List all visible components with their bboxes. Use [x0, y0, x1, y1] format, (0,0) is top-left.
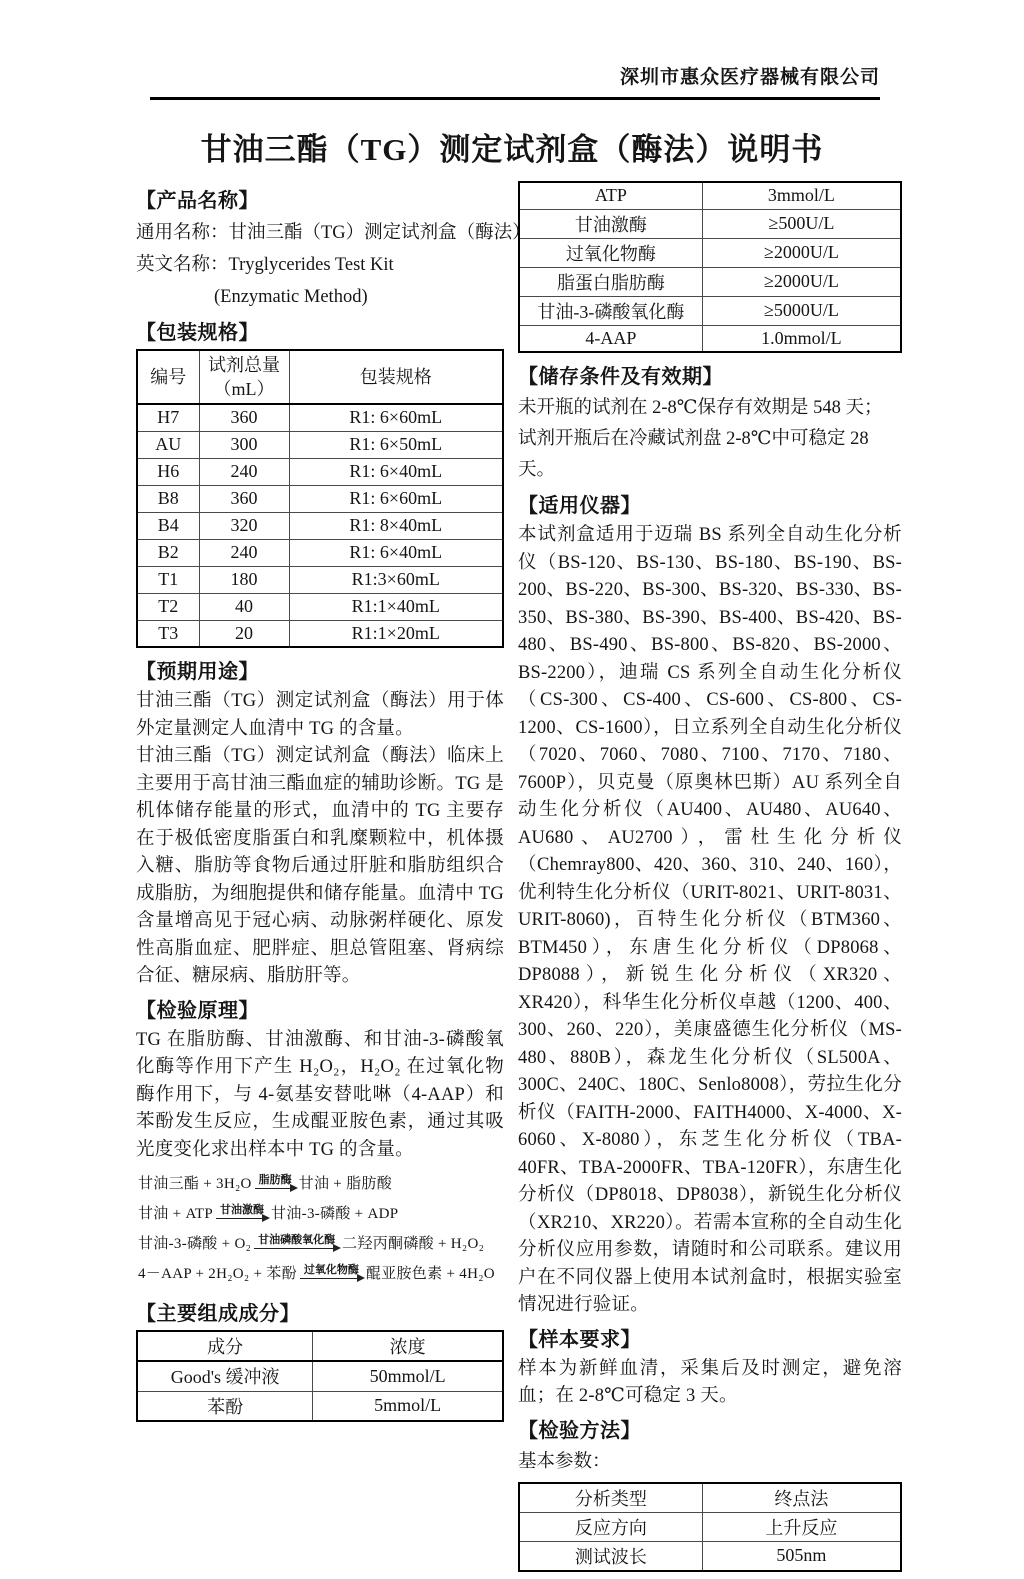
reaction-equation [138, 1262, 504, 1283]
table-cell: 1.0mmol/L [702, 325, 901, 352]
table-row [137, 458, 503, 485]
table-row [137, 404, 503, 431]
table-row [137, 620, 503, 647]
table-cell: 240 [199, 458, 289, 485]
table-cell: R1: 6×50mL [289, 431, 503, 458]
section-heading-method: 【检验方法】 [518, 1419, 641, 1442]
storage-line-1: 未开瓶的试剂在 2-8℃保存有效期是 548 天； [518, 398, 883, 418]
table-row [137, 431, 503, 458]
table-cell: 分析类型 [519, 1483, 702, 1513]
table-cell: 脂蛋白脂肪酶 [519, 267, 702, 296]
packaging-table [136, 349, 504, 648]
section-heading-instruments: 【适用仪器】 [518, 495, 641, 517]
table-cell: 505nm [702, 1541, 901, 1571]
reaction-arrow [255, 1174, 296, 1188]
composition-table-right-body [519, 182, 901, 352]
table-cell: T3 [137, 620, 199, 647]
table-row [137, 1361, 503, 1391]
column-header: 试剂总量（mL） [199, 350, 289, 404]
table-row [137, 593, 503, 620]
table-cell: 苯酚 [137, 1391, 313, 1421]
table-cell: ≥5000U/L [702, 296, 901, 325]
table-cell: 180 [199, 566, 289, 593]
arrow-icon [300, 1278, 363, 1279]
enzyme-label: 脂肪酶 [258, 1174, 292, 1187]
product-english-name: 英文名称：Tryglycerides Test Kit [136, 255, 394, 275]
column-header: 编号 [137, 350, 199, 404]
equation-reactants: 4－AAP + 2H₂O₂ + 苯酚 [138, 1266, 297, 1282]
table-row [137, 566, 503, 593]
arrow-icon [254, 1248, 339, 1249]
table-cell: R1:3×60mL [289, 566, 503, 593]
equation-products: 甘油-3-磷酸 + ADP [271, 1206, 399, 1222]
enzyme-label: 甘油激酶 [220, 1204, 265, 1217]
composition-table-right [518, 181, 902, 353]
equation-products: 二羟丙酮磷酸 + H₂O₂ [342, 1236, 485, 1252]
equation-reactants: 甘油三酯 + 3H₂O [138, 1176, 252, 1192]
table-cell: ≥2000U/L [702, 267, 901, 296]
section-heading-intended-use: 【预期用途】 [136, 661, 259, 683]
column-header: 包装规格 [289, 350, 503, 404]
principle-paragraph: TG 在脂肪酶、甘油激酶、和甘油-3-磷酸氧化酶等作用下产生 H₂O₂，H₂O₂ 在过氧化物酶作用下，与 4-氨基安替吡啉（4-AAP）和苯酚发生反应，生成醌亚胺色素，通过其吸光度变化求出样本中 TG 的含量。 [136, 1029, 504, 1160]
storage-line-2: 试剂开瓶后在冷藏试剂盘 2-8℃中可稳定 28 天。 [518, 429, 869, 480]
equation-products: 醌亚胺色素 + 4H₂O [365, 1266, 495, 1282]
equation-reactants: 甘油 + ATP [138, 1206, 214, 1222]
table-cell: 测试波长 [519, 1541, 702, 1571]
table-row [519, 296, 901, 325]
table-cell: R1:1×40mL [289, 593, 503, 620]
section-heading-principle: 【检验原理】 [136, 999, 259, 1022]
arrow-icon [255, 1188, 296, 1189]
table-row [519, 267, 901, 296]
product-generic-name: 通用名称：甘油三酯（TG）测定试剂盒（酶法） [136, 223, 531, 243]
table-cell: R1: 6×40mL [289, 539, 503, 566]
table-row [519, 209, 901, 238]
table-row [137, 539, 503, 566]
table-cell: B8 [137, 485, 199, 512]
reaction-equations [138, 1172, 504, 1283]
table-cell: 40 [199, 593, 289, 620]
sample-paragraph: 样本为新鲜血清，采集后及时测定，避免溶血；在 2-8℃可稳定 3 天。 [518, 1358, 902, 1406]
table-row [137, 1391, 503, 1421]
composition-table-left [136, 1330, 504, 1422]
table-cell: 反应方向 [519, 1512, 702, 1541]
section-heading-sample: 【样本要求】 [518, 1328, 641, 1351]
product-english-name-cont: (Enzymatic Method) [214, 287, 368, 307]
arrow-icon [216, 1218, 268, 1219]
table-header-row [137, 350, 503, 404]
column-header: 浓度 [313, 1331, 503, 1361]
table-cell: B4 [137, 512, 199, 539]
table-cell: 320 [199, 512, 289, 539]
table-row [519, 1483, 901, 1513]
equation-reactants: 甘油-3-磷酸 + O₂ [138, 1236, 252, 1252]
reaction-equation [138, 1172, 504, 1193]
method-intro: 基本参数： [518, 1451, 611, 1472]
reaction-arrow [216, 1204, 268, 1218]
table-cell: 300 [199, 431, 289, 458]
table-row [519, 1541, 901, 1571]
table-cell: 5mmol/L [313, 1391, 503, 1421]
reaction-arrow [254, 1234, 339, 1248]
enzyme-label: 甘油磷酸氧化酶 [258, 1234, 336, 1247]
table-row [137, 512, 503, 539]
table-cell: ≥500U/L [702, 209, 901, 238]
table-cell: 终点法 [702, 1483, 901, 1513]
table-cell: R1: 6×60mL [289, 485, 503, 512]
table-cell: Good's 缓冲液 [137, 1361, 313, 1391]
parameters-table [518, 1482, 902, 1572]
composition-table-head [137, 1331, 503, 1361]
table-cell: R1: 6×60mL [289, 404, 503, 431]
two-column-layout [136, 181, 902, 1579]
table-cell: AU [137, 431, 199, 458]
table-cell: T2 [137, 593, 199, 620]
table-cell: R1:1×20mL [289, 620, 503, 647]
table-row [519, 325, 901, 352]
packaging-table-head [137, 350, 503, 404]
parameters-table-body [519, 1483, 901, 1571]
enzyme-label: 过氧化物酶 [303, 1264, 359, 1277]
reaction-arrow [300, 1264, 363, 1278]
packaging-table-body [137, 404, 503, 647]
table-row [519, 238, 901, 267]
table-cell: 甘油-3-磷酸氧化酶 [519, 296, 702, 325]
column-header: 成分 [137, 1331, 313, 1361]
reaction-equation [138, 1202, 504, 1223]
table-cell: H6 [137, 458, 199, 485]
intended-use-paragraph-1: 甘油三酯（TG）测定试剂盒（酶法）用于体外定量测定人血清中 TG 的含量。 [136, 691, 504, 739]
table-cell: 20 [199, 620, 289, 647]
section-heading-storage: 【储存条件及有效期】 [518, 366, 723, 388]
table-cell: 4-AAP [519, 325, 702, 352]
page-title: 甘油三酯（TG）测定试剂盒（酶法）说明书 [200, 132, 824, 167]
table-cell: R1: 6×40mL [289, 458, 503, 485]
composition-table-left-body [137, 1361, 503, 1421]
table-cell: ≥2000U/L [702, 238, 901, 267]
table-cell: 3mmol/L [702, 182, 901, 209]
equation-products: 甘油 + 脂肪酸 [298, 1176, 393, 1192]
section-heading-product-name: 【产品名称】 [136, 190, 259, 212]
table-header-row [137, 1331, 503, 1361]
table-cell: 240 [199, 539, 289, 566]
left-column [136, 181, 531, 1579]
table-cell: 过氧化物酶 [519, 238, 702, 267]
table-cell: H7 [137, 404, 199, 431]
table-cell: R1: 8×40mL [289, 512, 503, 539]
table-row [137, 485, 503, 512]
right-column [518, 181, 902, 1579]
table-row [519, 1512, 901, 1541]
table-cell: 360 [199, 404, 289, 431]
company-name: 深圳市惠众医疗器械有限公司 [150, 62, 880, 100]
table-cell: 上升反应 [702, 1512, 901, 1541]
reaction-equation [138, 1232, 504, 1253]
table-cell: 甘油激酶 [519, 209, 702, 238]
table-cell: B2 [137, 539, 199, 566]
table-cell: T1 [137, 566, 199, 593]
section-heading-packaging: 【包装规格】 [136, 322, 259, 344]
section-heading-composition: 【主要组成成分】 [136, 1303, 300, 1325]
table-cell: ATP [519, 182, 702, 209]
table-cell: 360 [199, 485, 289, 512]
table-cell: 50mmol/L [313, 1361, 503, 1391]
intended-use-paragraph-2: 甘油三酯（TG）测定试剂盒（酶法）临床上主要用于高甘油三酯血症的辅助诊断。TG 是机体储存能量的形式，血清中的 TG 主要存在于极低密度脂蛋白和乳糜颗粒中，机体摄入糖、脂肪等食物后通过肝脏和脂肪组织合成脂肪，为细胞提供和储存能量。血清中 TG 含量增高见于冠心病、动脉粥样硬化、原发性高脂血症、肥胖症、胆总管阻塞、肾病综合征、糖尿病、脂肪肝等。 [136, 746, 504, 986]
instruments-paragraph: 本试剂盒适用于迈瑞 BS 系列全自动生化分析仪（BS-120、BS-130、BS-180、BS-190、BS-200、BS-220、BS-300、BS-320、BS-330、BS-350、BS-380、BS-390、BS-400、BS-420、BS-480、BS-490、BS-800、BS-820、BS-2000、BS-2200），迪瑞 CS 系列全自动生化分析仪（CS-300、CS-400、CS-600、CS-800、CS-1200、CS-1600），日立系列全自动生化分析仪（7020、7060、7080、7100、7170、7180、7600P），贝克曼（原奥林巴斯）AU 系列全自动生化分析仪（AU400、AU480、AU640、AU680、AU2700），雷杜生化分析仪（Chemray800、420、360、310、240、160），优利特生化分析仪（URIT-8021、URIT-8031、URIT-8060)，百特生化分析仪（BTM360、BTM450），东唐生化分析仪（DP8068、DP8088），新锐生化分析仪（XR320、XR420），科华生化分析仪卓越（1200、400、300、260、220），美康盛德生化分析仪（MS-480、880B），森龙生化分析仪（SL500A、300C、240C、180C、Senlo8008），劳拉生化分析仪（FAITH-2000、FAITH4000、X-4000、X-6060、X-8080），东芝生化分析仪（TBA-40FR、TBA-2000FR、TBA-120FR），东唐生化分析仪（DP8018、DP8038），新锐生化分析仪（XR210、XR220）。若需本宣称的全自动生化分析仪应用参数，请随时和公司联系。建议用户在不同仪器上使用本试剂盒时，根据实验室情况进行验证。 [518, 525, 902, 1315]
table-row [519, 182, 901, 209]
